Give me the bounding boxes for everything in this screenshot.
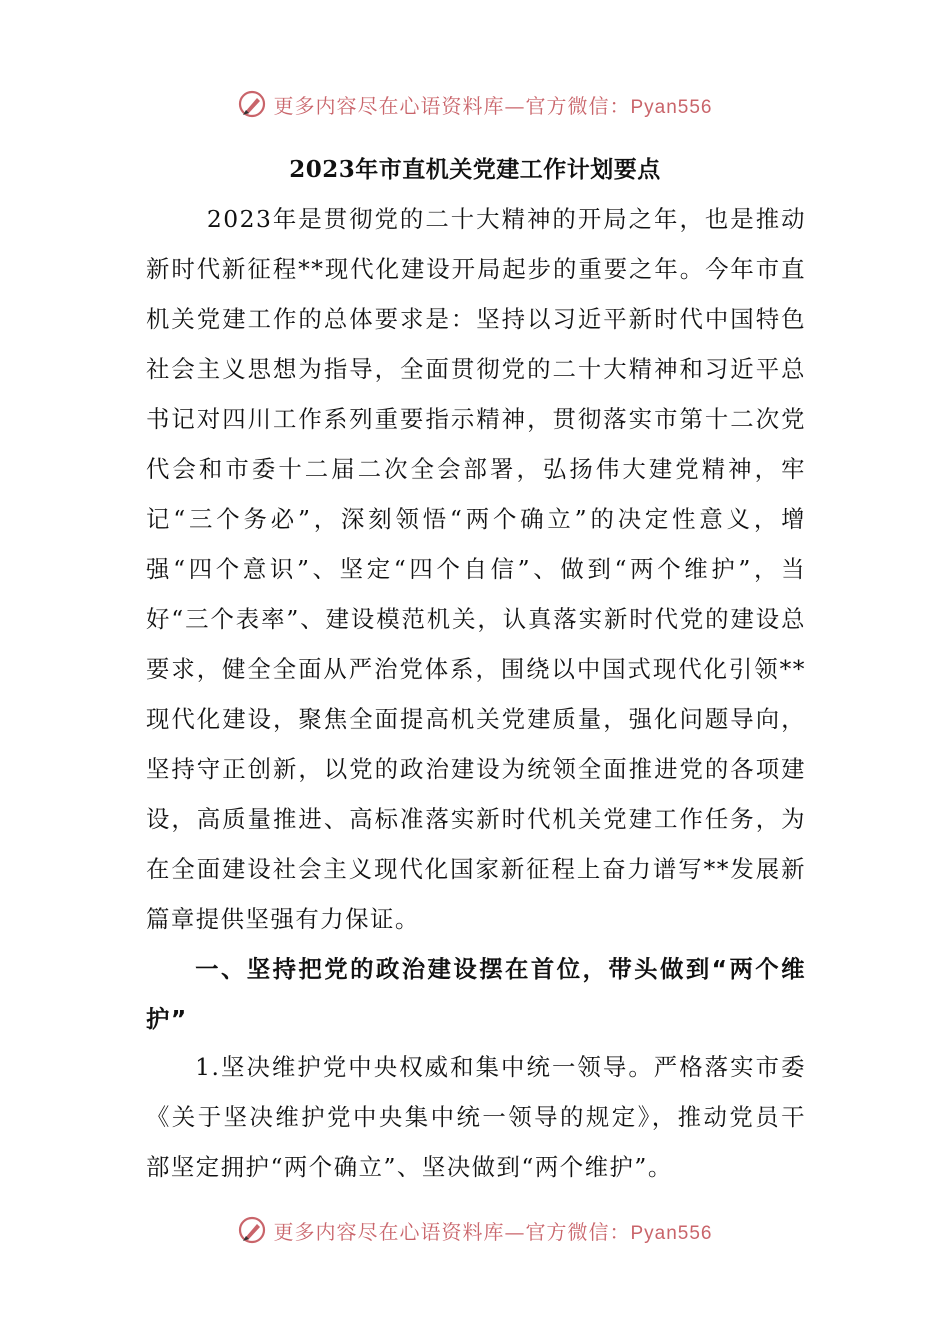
document-title: 2023年市直机关党建工作计划要点 [289, 156, 661, 183]
pen-circle-logo-icon [237, 1215, 267, 1245]
watermark-banner-top [0, 84, 950, 124]
watermark-banner-bottom [0, 1210, 950, 1250]
item-paragraph-1: 1.坚决维护党中央权威和集中统一领导。严格落实市委《关于坚决维护党中央集中统一领导的规定》，推动党员干部坚定拥护“两个确立”、坚决做到“两个维护”。 [146, 1053, 806, 1181]
watermark-text: 更多内容尽在心语资料库—官方微信：Pyan556 [273, 93, 713, 118]
intro-paragraph: 2023年是贯彻党的二十大精神的开局之年，也是推动新时代新征程**现代化建设开局起步的重要之年。今年市直机关党建工作的总体要求是：坚持以习近平新时代中国特色社会主义思想为指导，全面贯彻党的二十大精神和习近平总书记对四川工作系列重要指示精神，贯彻落实市第十二次党代会和市委十二届二次全会部署，弘扬伟大建党精神，牢记“三个务必”，深刻领悟“两个确立”的决定性意义，增强“四个意识”、坚定“四个自信”、做到“两个维护”，当好“三个表率”、建设模范机关，认真落实新时代党的建设总要求，健全全面从严治党体系，围绕以中国式现代化引领**现代化建设，聚焦全面提高机关党建质量，强化问题导向，坚持守正创新，以党的政治建设为统领全面推进党的各项建设，高质量推进、高标准落实新时代机关党建工作任务，为在全面建设社会主义现代化国家新征程上奋力谱写**发展新篇章提供坚强有力保证。 [146, 205, 806, 933]
watermark-text: 更多内容尽在心语资料库—官方微信：Pyan556 [273, 1219, 713, 1244]
pen-circle-logo-icon [237, 89, 267, 119]
section-heading-1: 一、坚持把党的政治建设摆在首位，带头做到“两个维护” [146, 955, 806, 1033]
